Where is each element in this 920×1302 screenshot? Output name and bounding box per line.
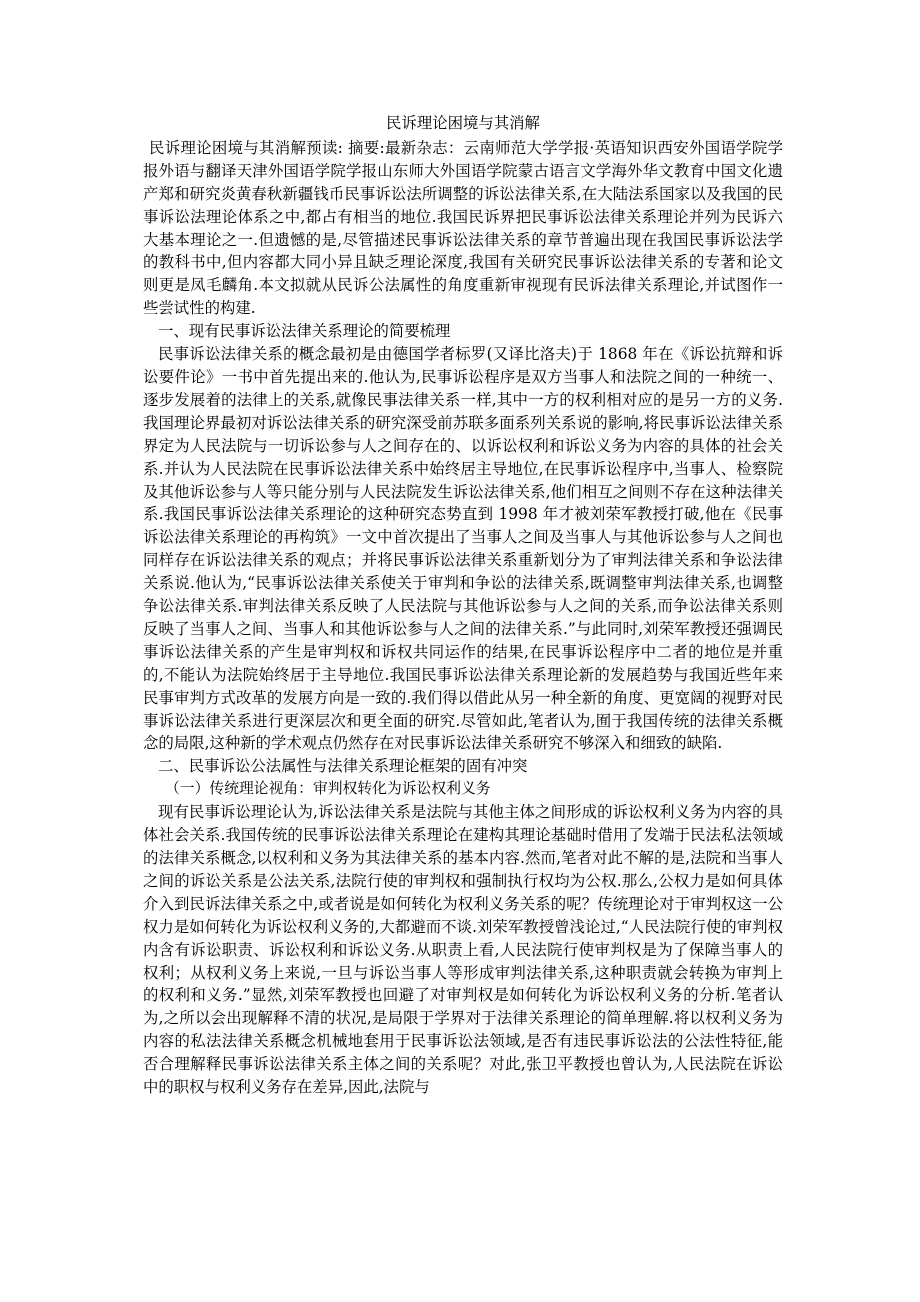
- subsection-heading-1: （一）传统理论视角：审判权转化为诉讼权利义务: [165, 780, 491, 798]
- body-paragraph-2: 现有民事诉讼理论认为,诉讼法律关系是法院与其他主体之间形成的诉讼权利义务为内容的具体社会关系.我国传统的民事诉讼法律关系理论在建构其理论基础时借用了发端于民法私法领域的法律关系概念,以权利和义务为其法律关系的基本内容.然而,笔者对此不解的是,法院和当事人之间的诉讼关系是公法关系,法院行使的审判权和强制执行权均为公权.那么,公权力是如何具体介入到民诉法律关系之中,或者说是如何转化为权利义务关系的呢？传统理论对于审判权这一公权力是如何转化为诉讼权利义务的,大都避而不谈.刘荣军教授曾浅论过,“人民法院行使的审判权内含有诉讼职责、诉讼权利和诉讼义务.从职责上看,人民法院行使审判权是为了保障当事人的权利；从权利义务上来说,一旦与诉讼当事人等形成审判法律关系,这种职责就会转换为审判上的权利和义务.”显然,刘荣军教授也回避了对审判权是如何转化为诉讼权利义务的分析.笔者认为,之所以会出现解释不清的状况,是局限于学界对于法律关系理论的简单理解.将以权利义务为内容的私法法律关系概念机械地套用于民事诉讼法领域,是否有违民事诉讼法的公法性特征,能否合理解释民事诉讼法律关系主体之间的关系呢？对此,张卫平教授也曾认为,人民法院在诉讼中的职权与权利义务存在差异,因此,法院与: [143, 803, 783, 1097]
- section-heading-1: 一、现有民事诉讼法律关系理论的简要梳理: [158, 322, 451, 341]
- document-page: [143, 112, 783, 1099]
- abstract-paragraph: 民诉理论困境与其消解预读: 摘要:最新杂志：云南师范大学学报·英语知识西安外国语学院学报外语与翻译天津外国语学院学报山东师大外国语学院蒙古语言文学海外华文教育中国文化遗产郑和研究炎黄春秋新疆钱币民事诉讼法所调整的诉讼法律关系,在大陆法系国家以及我国的民事诉讼法理论体系之中,都占有相当的地位.我国民诉界把民事诉讼法律关系理论并列为民诉六大基本理论之一.但遗憾的是,尽管描述民事诉讼法律关系的章节普遍出现在我国民事诉讼法学的教科书中,但内容都大同小异且缺乏理论深度,我国有关研究民事诉讼法律关系的专著和论文则更是凤毛麟角.本文拟就从民诉公法属性的角度重新审视现有民诉法律关系理论,并试图作一些尝试性的构建.: [143, 138, 783, 318]
- section-heading-2: 二、民事诉讼公法属性与法律关系理论框架的固有冲突: [158, 757, 528, 776]
- body-paragraph-1: 民事诉讼法律关系的概念最初是由德国学者标罗(又译比洛夫)于 1868 年在《诉讼抗辩和诉讼要件论》一书中首先提出来的.他认为,民事诉讼程序是双方当事人和法院之间的一种统一、逐步发展着的法律上的关系,就像民事法律关系一样,其中一方的权利相对应的是另一方的义务.我国理论界最初对诉讼法律关系的研究深受前苏联多面系列关系说的影响,将民事诉讼法律关系界定为人民法院与一切诉讼参与人之间存在的、以诉讼权利和诉讼义务为内容的具体的社会关系.并认为人民法院在民事诉讼法律关系中始终居主导地位,在民事诉讼程序中,当事人、检察院及其他诉讼参与人等只能分别与人民法院发生诉讼法律关系,他们相互之间则不存在这种法律关系.我国民事诉讼法律关系理论的这种研究态势直到 1998 年才被刘荣军教授打破,他在《民事诉讼法律关系理论的再构筑》一文中首次提出了当事人之间及当事人与其他诉讼参与人之间也同样存在诉讼法律关系的观点；并将民事诉讼法律关系重新划分为了审判法律关系和争讼法律关系说.他认为,“民事诉讼法律关系使关于审判和争讼的法律关系,既调整审判法律关系,也调整争讼法律关系.审判法律关系反映了人民法院与其他诉讼参与人之间的关系,而争讼法律关系则反映了当事人之间、当事人和其他诉讼参与人之间的法律关系.”与此同时,刘荣军教授还强调民事诉讼法律关系的产生是审判权和诉权共同运作的结果,在民事诉讼程序中二者的地位是并重的,不能认为法院始终居于主导地位.我国民事诉讼法律关系理论新的发展趋势与我国近些年来民事审判方式改革的发展方向是一致的.我们得以借此从另一种全新的角度、更宽阔的视野对民事诉讼法律关系进行更深层次和更全面的研究.尽管如此,笔者认为,囿于我国传统的法律关系概念的局限,这种新的学术观点仍然存在对民事诉讼法律关系研究不够深入和细致的缺陷.: [143, 345, 783, 753]
- document-title: 民诉理论困境与其消解: [386, 114, 540, 132]
